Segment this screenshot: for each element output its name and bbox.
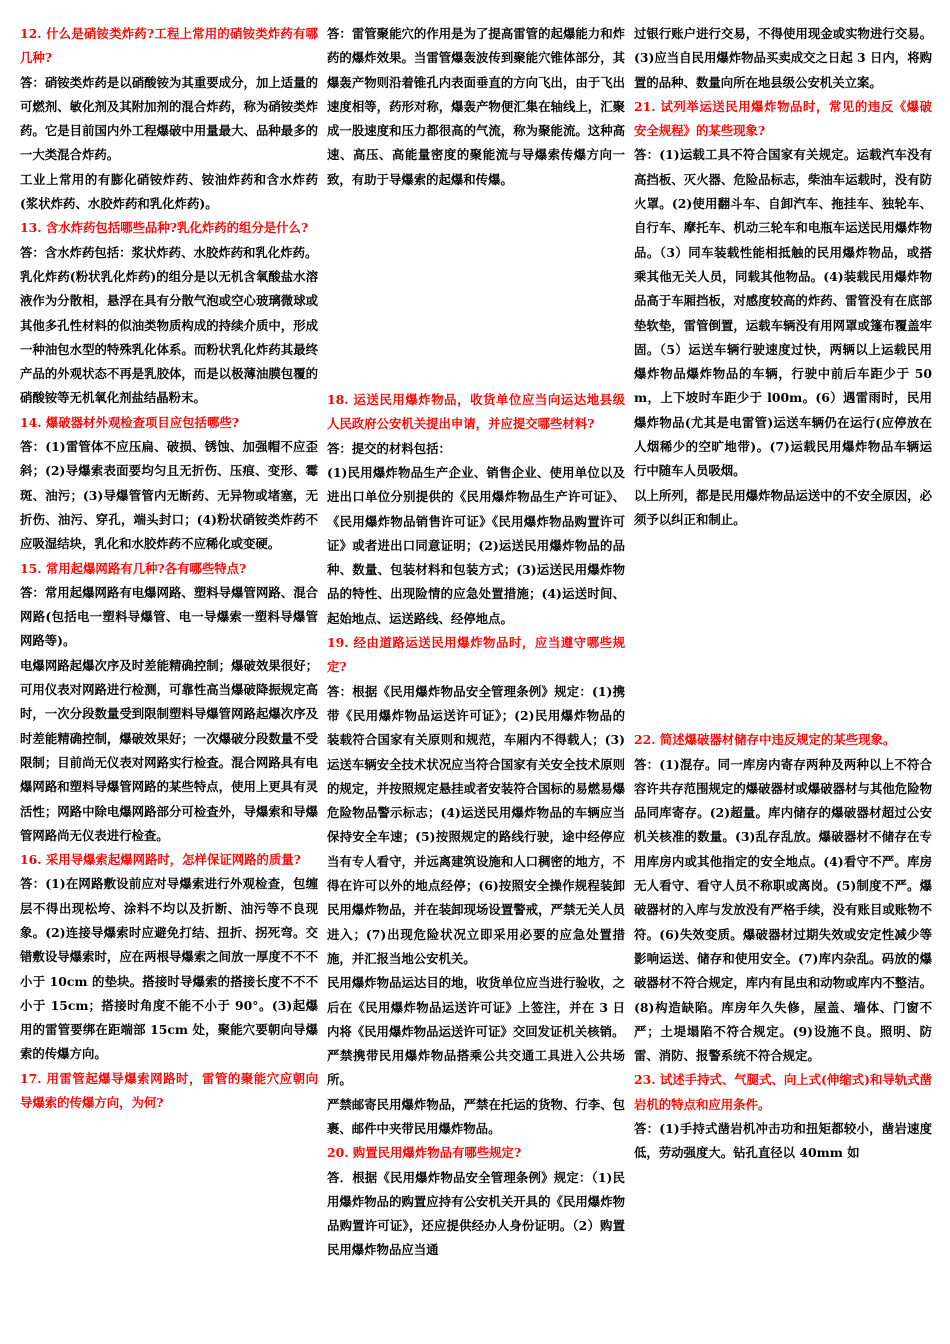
question-heading: 21. 试列举运送民用爆炸物品时，常见的违反《爆破安全规程》的某些现象? [634, 98, 932, 139]
answer-paragraph: 答：(1)运载工具不符合国家有关规定。运载汽车没有高挡板、灭火器、危险品标志，柴油车运载时，没有防火罩。(2)使用翻斗车、自卸汽车、拖挂车、独轮车、自行车、摩托车、机动三轮车和电瓶车运送民用爆炸物品。（3）同车装载性能相抵触的民用爆炸物品，或搭乘其他无关人员，同载其他物品。(4)装载民用爆炸物品高于车厢挡板，对感度较高的炸药、雷管没有在底部垫软垫，雷管倒置，运载车辆没有用网罩或篷布覆盖牢固。（5）运送车辆行驶速度过快，两辆以上运载民用爆炸物品爆炸物品的车辆，行驶中前后车距少于 50m，上下坡时车距少于 l00m。(6）遇雷雨时，民用爆炸物品(尤其是电雷管)运送车辆仍在运行(应停放在人烟稀少的空旷地带)。(7)运载民用爆炸物品车辆运行中随车人员吸烟。 [634, 147, 932, 479]
answer-paragraph: 答．根据《民用爆炸物品安全管理条例》规定：（1)民用爆炸物品的购置应持有公安机关开具的《民用爆炸物品购置许可证》，还应提供经办人身份证明。（2）购置民用爆炸物品应当通 [327, 1169, 625, 1258]
question-heading: 16. 采用导爆索起爆网路时，怎样保证网路的质量? [20, 852, 301, 868]
question-heading: 23. 试述手持式、气腿式、向上式(伸缩式)和导轨式凿岩机的特点和应用条件。 [634, 1072, 932, 1112]
document-page [20, 22, 932, 1332]
answer-paragraph: 答：雷管聚能穴的作用是为了提高雷管的起爆能力和炸药的爆炸效果。当雷管爆轰波传到聚能穴锥体部分，其爆轰产物则沿着锥孔内表面垂直的方向飞出，由于飞出速度相等，药形对称，爆轰产物便汇集在轴线上，汇聚成一股速度和压力都很高的气流，称为聚能流。这种高速、高压、高能量密度的聚能流与导爆索传爆方向一致，有助于导爆索的起爆和传爆。 [327, 26, 625, 187]
answer-paragraph: 答：含水炸药包括：浆状炸药、水胶炸药和乳化炸药。 [20, 244, 318, 260]
column-right [634, 22, 932, 1332]
question-heading: 14. 爆破器材外观检查项目应包括哪些? [20, 414, 239, 430]
column-middle [327, 22, 625, 1332]
answer-paragraph: 电爆网路起爆次序及时差能精确控制；爆破效果很好；可用仪表对网路进行检测，可靠性高当爆破降振规定高时，一次分段数量受到限制塑料导爆管网路起爆次序及时差能精确控制，爆破效果好；一次爆破分段数量不受限制；目前尚无仪表对网路实行检查。混合网路具有电爆网路和塑料导爆管网路的某些特点，使用上更具有灵活性；网路中除电爆网路部分可检查外，导爆索和导爆管网路尚无仪表进行检查。 [20, 657, 318, 843]
question-heading: 15. 常用起爆网路有几种?各有哪些特点? [20, 560, 247, 576]
answer-paragraph: 乳化炸药(粉状乳化炸药)的组分是以无机含氧酸盐水溶液作为分散相，悬浮在具有分散气泡或空心玻璃微球或其他多孔性材料的似油类物质构成的持续介质中，形成一种油包水型的特殊乳化体系。而粉状乳化炸药其最终产品的外观状态不再是乳胶体，而是以极薄油膜包覆的硝酸铵等无机氧化剂盐结晶粉末。 [20, 268, 318, 406]
blank-space [327, 192, 625, 388]
answer-paragraph: 答：提交的材料包括： [327, 440, 451, 456]
answer-paragraph: (1)民用爆炸物品生产企业、销售企业、使用单位以及进出口单位分别提供的《民用爆炸物品生产许可证》、《民用爆炸物品销售许可证》《民用爆炸物品购置许可证》或者进出口同意证明；(2)运送民用爆炸物品的品种、数量、包装材料和包装方式；(3)运送民用爆炸物品的特性、出现险情的应急处置措施；(4)运送时间、起始地点、运送路线、经停地点。 [327, 464, 625, 626]
answer-paragraph: 答：常用起爆网路有电爆网路、塑料导爆管网路、混合网路(包括电一塑料导爆管、电一导爆索一塑料导爆管网路等)。 [20, 584, 318, 649]
answer-paragraph: 答：(1)在网路敷设前应对导爆索进行外观检查，包缠层不得出现松垮、涂料不均以及折断、油污等不良现象。(2)连接导爆索时应避免打结、扭折、拐死弯。交错敷设导爆索时，应在两根导爆索之间放一厚度不不不小于 10cm 的垫块。搭接时导爆索的搭接长度不不不小于 15cm；搭接时角度不能不小于 90°。(3)起爆用的雷管要绑在距端部 15cm 处，聚能穴要朝向导爆索的传爆方向。 [20, 876, 318, 1062]
answer-paragraph: 民用爆炸物品运达目的地，收货单位应当进行验收，之后在《民用爆炸物品运送许可证》上签注，并在 3 日内将《民用爆炸物品运送许可证》交回发证机关核销。 [327, 975, 625, 1039]
answer-paragraph: 答：(1)混存。同一库房内寄存两种及两种以上不符合容许共存范围规定的爆破器材或爆破器材与其他危险物品同库寄存。(2)超量。库内储存的爆破器材超过公安机关核准的数量。(3)乱存乱放。爆破器材不储存在专用库房内或其他指定的安全地点。(4)看守不严。库房无人看守、看守人员不称职或离岗。(5)制度不严。爆破器材的入库与发放没有严格手续，没有账目或账物不符。(6)失效变质。爆破器材过期失效或安定性减少等影响运送、储存和使用安全。(7)库内杂乱。码放的爆破器材不符合规定，库内有昆虫和动物或库内不整洁。(8)构造缺陷。库房年久失修，屋盖、墙体、门窗不严；土堤塌陷不符合规定。(9)设施不良。照明、防雷、消防、报警系统不符合规定。 [634, 756, 932, 1064]
question-heading: 12. 什么是硝铵类炸药?工程上常用的硝铵类炸药有哪几种? [20, 26, 318, 66]
question-heading: 19. 经由道路运送民用爆炸物品时，应当遵守哪些规定? [327, 635, 625, 675]
question-heading: 22. 简述爆破器材储存中违反规定的某些现象。 [634, 732, 896, 748]
answer-paragraph: 工业上常用的有膨化硝铵炸药、铵油炸药和含水炸药(浆状炸药、水胶炸药和乳化炸药)。 [20, 171, 318, 212]
answer-paragraph: 答：(1)手持式凿岩机冲击功和扭矩都较小，凿岩速度低，劳动强度大。钻孔直径以 40mm 如 [634, 1120, 932, 1161]
answer-paragraph: 答：根据《民用爆炸物品安全管理条例》规定：(1)携带《民用爆炸物品运送许可证》；(2)民用爆炸物品的装载符合国家有关原则和规范，车厢内不得载人；(3)运送车辆安全技术状况应当符合国家有关安全技术原则的规定，并按照规定悬挂或者安装符合国标的易燃易爆危险物品警示标志；(4)运送民用爆炸物品的车辆应当保持安全车速；(5)按照规定的路线行驶，途中经停应当有专人看守，并远离建筑设施和人口稠密的地方，不得在许可以外的地点经停；(6)按照安全操作规程装卸民用爆炸物品，并在装卸现场设置警戒，严禁无关人员进入；(7)出现危险状况立即采用必要的应急处置措施，并汇报当地公安机关。 [327, 683, 625, 966]
answer-paragraph: 以上所列，都是民用爆炸物品运送中的不安全原因，必须予以纠正和制止。 [634, 487, 932, 527]
answer-paragraph: 答：硝铵类炸药是以硝酸铵为其重要成分，加上适量的可燃剂、敏化剂及其附加剂的混合炸药，称为硝铵类炸药。它是目前国内外工程爆破中用量最大、品种最多的一大类混合炸药。 [20, 74, 318, 163]
answer-paragraph: 答：(1)雷管体不应压扁、破损、锈蚀、加强帽不应歪斜；(2)导爆索表面要均匀且无折伤、压痕、变形、霉斑、油污；(3)导爆管管内无断药、无异物或堵塞，无折伤、油污、穿孔，端头封口；(4)粉状硝铵类炸药不应吸湿结块，乳化和水胶炸药不应稀化或变硬。 [20, 439, 318, 552]
answer-paragraph: 严禁携带民用爆炸物品搭乘公共交通工具进入公共场所。 [327, 1048, 625, 1088]
column-left [20, 22, 318, 1332]
question-heading: 20. 购置民用爆炸物品有哪些规定? [327, 1145, 522, 1161]
blank-space [634, 532, 932, 728]
answer-paragraph: 过银行账户进行交易，不得使用现金或实物进行交易。(3)应当自民用爆炸物品买卖成交之日起 3 日内，将购置的品种、数量向所在地县级公安机关立案。 [634, 26, 932, 90]
question-heading: 17. 用雷管起爆导爆索网路时，雷管的聚能穴应朝向导爆索的传爆方向，为何? [20, 1070, 318, 1111]
question-heading: 18. 运送民用爆炸物品，收货单位应当向运达地县级人民政府公安机关提出申请，并应提交哪些材料? [327, 392, 625, 432]
answer-paragraph: 严禁邮寄民用爆炸物品，严禁在托运的货物、行李、包裹、邮件中夹带民用爆炸物品。 [327, 1096, 625, 1136]
question-heading: 13. 含水炸药包括哪些品种?乳化炸药的组分是什么? [20, 220, 309, 236]
